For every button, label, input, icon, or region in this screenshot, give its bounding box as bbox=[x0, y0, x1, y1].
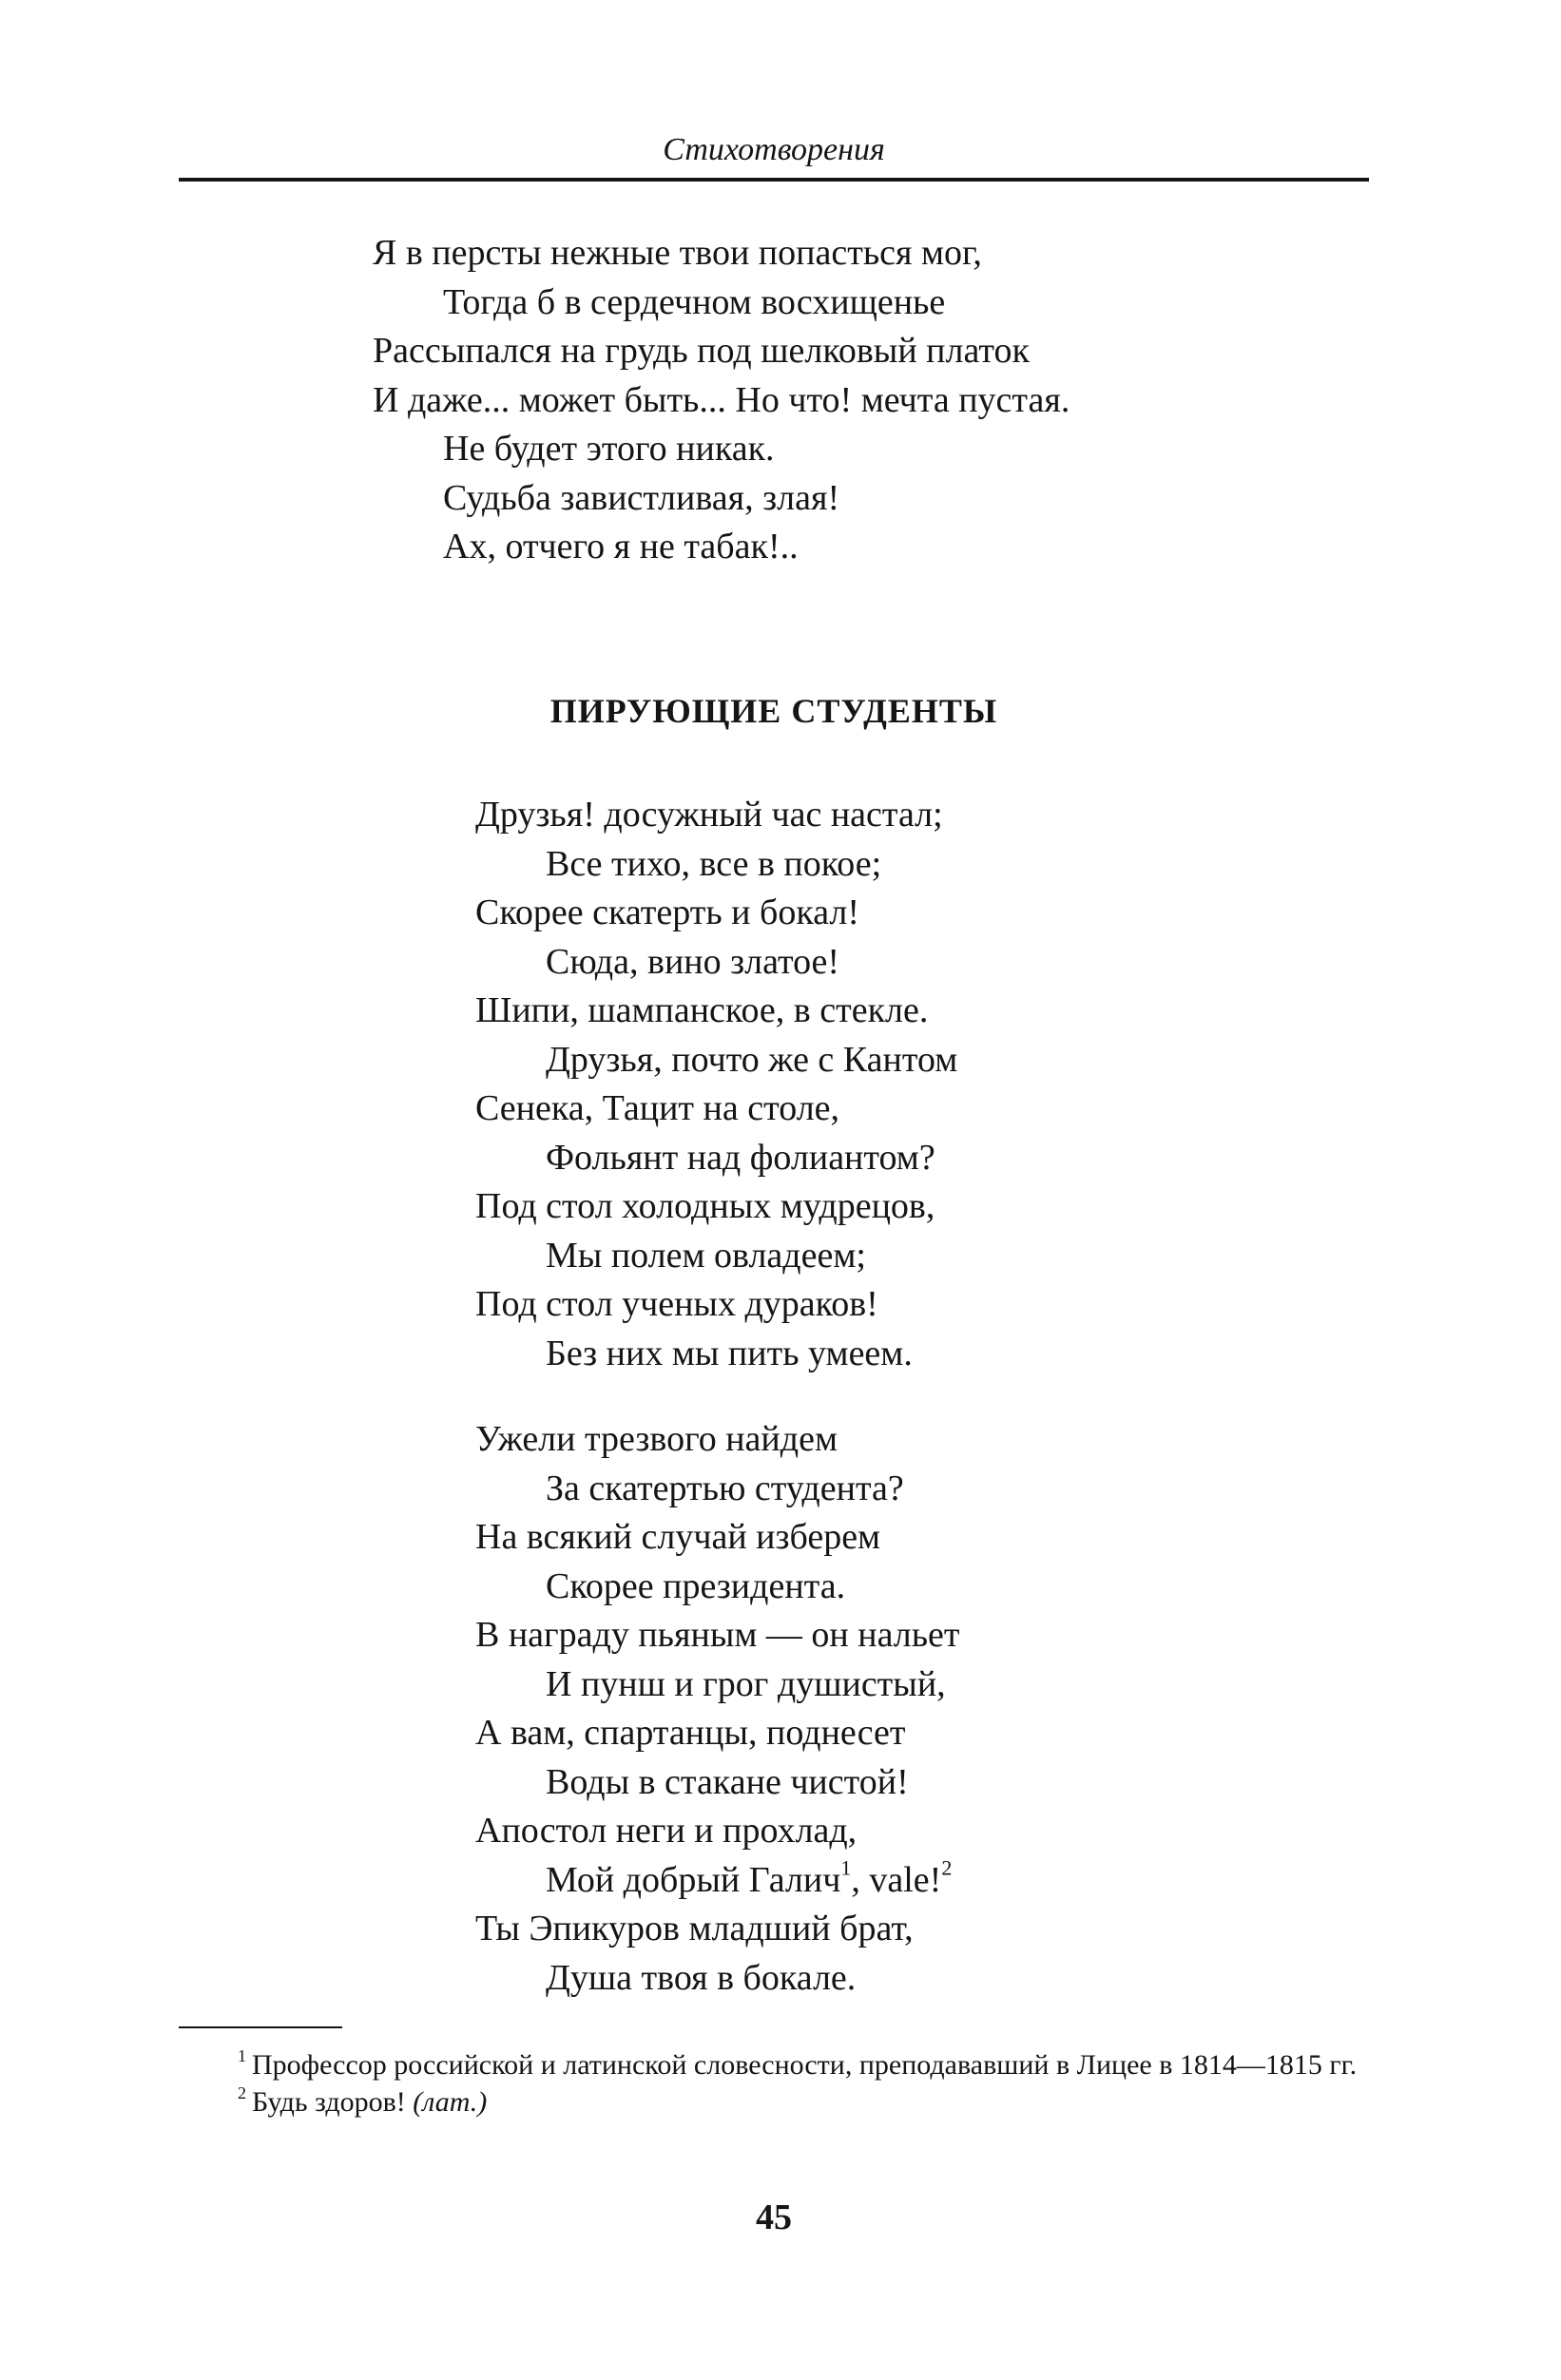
verse-text: Ах, отчего я не табак!.. bbox=[443, 527, 799, 566]
verse-text: Не будет этого никак. bbox=[443, 429, 775, 469]
footnote-1 bbox=[179, 2046, 1369, 2083]
verse-text: Друзья! досужный час настал; bbox=[475, 795, 943, 835]
verse-text: Сенека, Тацит на столе, bbox=[475, 1088, 840, 1128]
verse-text: Сюда, вино златое! bbox=[546, 941, 840, 982]
stanza-2 bbox=[475, 1415, 960, 2003]
verse-text: Мы полем овладеем; bbox=[546, 1235, 866, 1276]
verse-line bbox=[373, 425, 1070, 474]
verse-line bbox=[475, 1415, 960, 1465]
verse-text: Под стол ученых дураков! bbox=[475, 1284, 878, 1324]
verse-line bbox=[475, 1330, 957, 1379]
verse-text: Под стол холодных мудрецов, bbox=[475, 1186, 935, 1226]
verse-text: В награду пьяным — он нальет bbox=[475, 1615, 960, 1655]
footnote-2 bbox=[179, 2083, 1369, 2121]
footnote-rule bbox=[179, 2026, 342, 2028]
verse-line bbox=[475, 1758, 960, 1808]
verse-line bbox=[475, 1807, 960, 1856]
footnote-reference: 2 bbox=[941, 1854, 953, 1879]
verse-line bbox=[475, 1954, 960, 2004]
verse-text: Рассыпался на грудь под шелковый платок bbox=[373, 331, 1030, 371]
footnote-text: Будь здоров! bbox=[252, 2086, 414, 2118]
verse-text: За скатертью студента? bbox=[546, 1468, 904, 1508]
verse-line bbox=[475, 1182, 957, 1232]
verse-line bbox=[475, 791, 957, 840]
verse-text: Судьба завистливая, злая! bbox=[443, 477, 840, 518]
verse-text-continuation: , vale! bbox=[851, 1859, 942, 1900]
verse-text: А вам, спартанцы, поднесет bbox=[475, 1713, 906, 1753]
running-header: Стихотворения bbox=[663, 132, 885, 167]
verse-text: Фольянт над фолиантом? bbox=[546, 1137, 935, 1178]
verse-line bbox=[373, 376, 1070, 426]
verse-line bbox=[475, 889, 957, 938]
verse-text: И пунш и грог душистый, bbox=[546, 1663, 946, 1704]
verse-line bbox=[475, 1660, 960, 1710]
stanza-1 bbox=[475, 791, 957, 1378]
verse-line bbox=[475, 1465, 960, 1514]
verse-text: Скорее скатерть и бокал! bbox=[475, 892, 860, 932]
footnote-reference: 1 bbox=[840, 1854, 852, 1879]
verse-line bbox=[475, 1036, 957, 1085]
verse-line bbox=[475, 1856, 960, 1906]
verse-line bbox=[475, 1280, 957, 1330]
verse-text: Тогда б в сердечном восхищенье bbox=[443, 281, 946, 322]
verse-line bbox=[475, 1084, 957, 1134]
verse-text: Воды в стакане чистой! bbox=[546, 1761, 909, 1802]
footnote-marker: 2 bbox=[238, 2083, 246, 2103]
verse-line bbox=[373, 327, 1070, 376]
verse-text: Апостол неги и прохлад, bbox=[475, 1811, 858, 1851]
verse-line bbox=[475, 1513, 960, 1563]
verse-text: Я в персты нежные твои попасться мог, bbox=[373, 233, 982, 273]
verse-line bbox=[373, 523, 1070, 572]
verse-text: Шипи, шампанское, в стекле. bbox=[475, 990, 929, 1030]
verse-line bbox=[475, 938, 957, 988]
verse-text: Скорее президента. bbox=[546, 1565, 846, 1606]
verse-line bbox=[475, 840, 957, 890]
verse-text: На всякий случай изберем bbox=[475, 1517, 881, 1557]
verse-text: Ужели трезвого найдем bbox=[475, 1419, 838, 1459]
verse-line bbox=[475, 1563, 960, 1612]
verse-text: Душа твоя в бокале. bbox=[546, 1957, 857, 1998]
footnotes bbox=[179, 2046, 1369, 2121]
poem-title: ПИРУЮЩИЕ СТУДЕНТЫ bbox=[549, 692, 998, 730]
verse-line bbox=[373, 474, 1070, 524]
verse-text: Мой добрый Галич bbox=[546, 1859, 841, 1900]
verse-text: Друзья, почто же с Кантом bbox=[546, 1039, 958, 1080]
verse-text: Все тихо, все в покое; bbox=[546, 843, 882, 884]
header-rule bbox=[179, 178, 1369, 182]
verse-line bbox=[373, 229, 1070, 278]
verse-text: И даже... может быть... Но что! мечта пустая. bbox=[373, 379, 1070, 420]
poem-ending bbox=[373, 229, 1070, 572]
page-number: 45 bbox=[756, 2198, 792, 2237]
verse-line bbox=[475, 1232, 957, 1281]
verse-text: Ты Эпикуров младший брат, bbox=[475, 1909, 914, 1948]
footnote-text: Профессор российской и латинской словесности, преподававший в Лицее в 1814—1815 гг. bbox=[252, 2049, 1358, 2081]
verse-line bbox=[475, 1709, 960, 1758]
footnote-language: (лат.) bbox=[413, 2086, 488, 2118]
verse-line bbox=[475, 1134, 957, 1183]
footnote-marker: 1 bbox=[238, 2046, 246, 2066]
verse-line bbox=[475, 1611, 960, 1660]
verse-text: Без них мы пить умеем. bbox=[546, 1333, 913, 1373]
verse-line bbox=[373, 278, 1070, 328]
verse-line bbox=[475, 987, 957, 1036]
verse-line bbox=[475, 1905, 960, 1954]
